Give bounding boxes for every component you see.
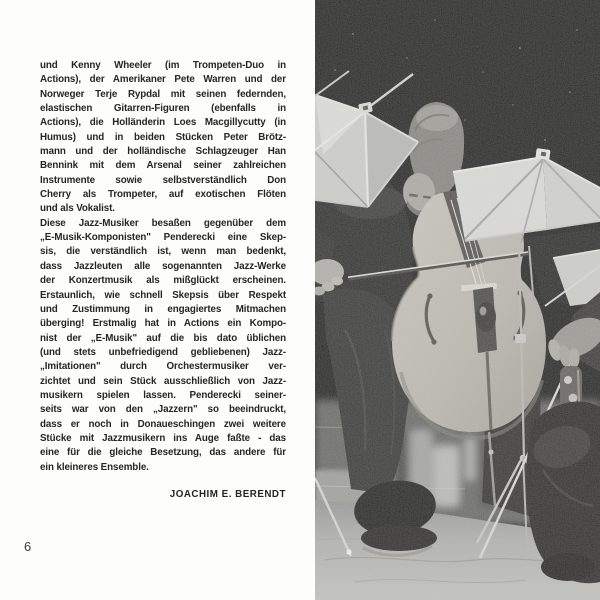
text-line: Actions), der Amerikaner Pete Warren und der [40,74,286,86]
text-line: sis, die verständlich ist, wenn man bedenkt, [40,246,286,258]
photo-svg [315,0,600,600]
text-line: und Kenny Wheeler (im Trompeten-Duo in [40,60,286,71]
liner-notes-text [40,59,286,502]
text-line: Actions), die Holländerin Loes Macgillycutty (in [40,117,286,129]
text-lines [40,59,286,475]
text-line: Humus) und in beiden Stücken Peter Brötz- [40,131,286,143]
text-line: nist der „E-Musik" auf die bis dato üblichen [40,332,286,344]
text-line: zichtet und sein Stück ausschließlich von Jazz- [40,375,286,387]
text-line: ein kleineres Ensemble. [40,461,149,473]
text-line: seits war von den „Jazzern" so beeindruckt, [40,404,286,416]
text-line: und Zustimmung in engagiertes Mitmachen [40,303,286,315]
text-line: Bennink mit dem Arsenal seiner zahlreichen [40,160,286,172]
text-line: dass er noch in Donaueschingen zwei weitere [40,418,286,430]
text-line: Cherry als Trompeter, auf exotischen Flöten [40,189,286,201]
text-line: dass Jazzleuten alle sogenannten Jazz-Werke [40,260,286,272]
text-line: Instrumente sowie selbstverständlich Don [40,174,286,186]
text-line: und als Vokalist. [40,203,115,215]
text-line: (und stets unbefriedigend gebliebenen) Jazz- [40,346,286,358]
text-line: eine für die gleiche Besetzung, das andere für [40,447,286,459]
text-line: elastischen Gitarren-Figuren (ebenfalls in [40,103,286,115]
concert-photo [315,0,600,600]
text-line: Erstaunlich, wie schnell Skepsis über Respekt [40,289,286,301]
text-line: der Konzertmusik als mißglückt erscheinen. [40,275,286,287]
film-grain [315,0,600,600]
text-line: überging! Erstmalig hat in Actions ein Kompo- [40,318,286,330]
text-line: „E-Musik-Komponisten" Penderecki eine Skep- [40,232,286,244]
text-line: „Imitationen" durch Orchestermusiker ver- [40,361,286,373]
author-byline: JOACHIM E. BERENDT [169,488,286,500]
text-line: musikern spielen lassen. Penderecki seiner- [40,389,286,401]
text-line: mann und der holländische Schlagzeuger Han [40,146,286,158]
text-line: Stücke mit Jazzmusikern ins Auge faßte - das [40,432,286,444]
text-line: Norweger Terje Rypdal mit seinen federnden, [40,88,286,100]
page-number: 6 [24,539,32,554]
text-line: Diese Jazz-Musiker besaßen gegenüber dem [40,217,286,229]
